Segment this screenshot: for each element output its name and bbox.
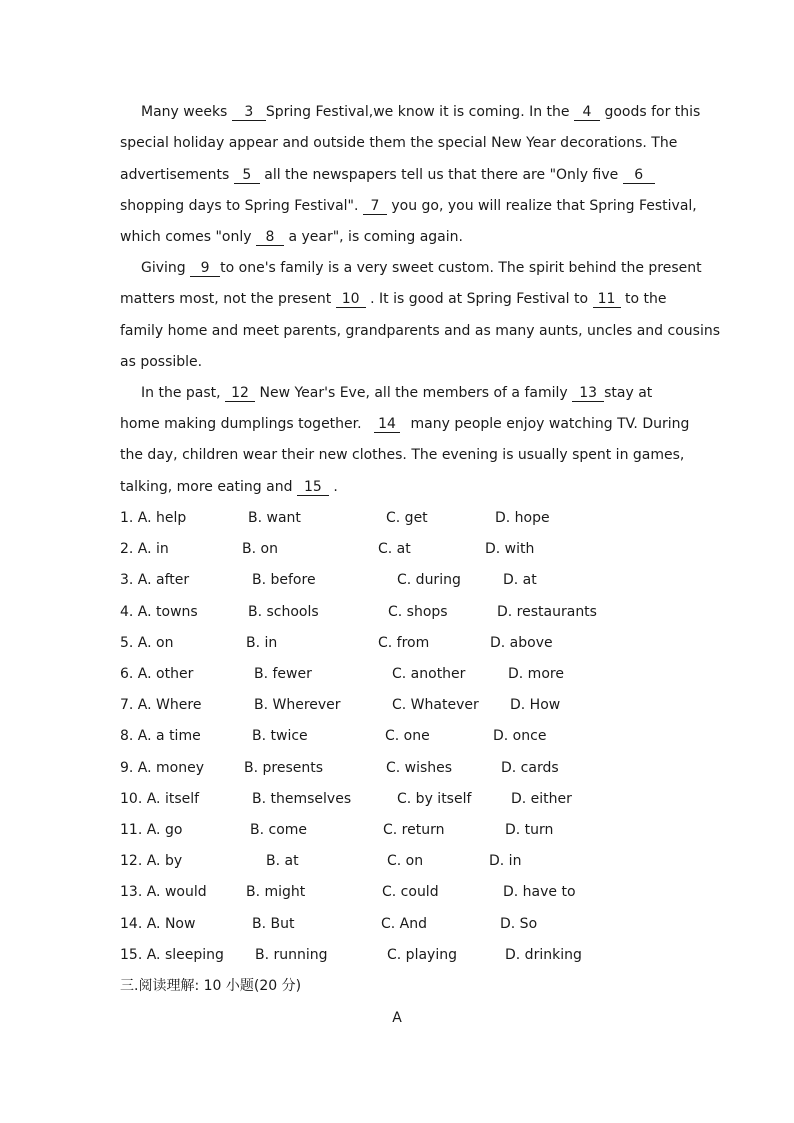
option-c: C. by itself [397,791,472,807]
blank-12: 12 [225,386,255,402]
p3-line-4 [120,478,338,496]
option-b: B. Wherever [254,697,341,713]
text: talking, more eating and [120,479,293,495]
option-c: C. And [381,916,428,932]
p1-line-2: special holiday appear and outside them the special New Year decorations. The [120,135,678,151]
option-c: C. on [387,853,424,869]
option-b: B. might [246,884,306,900]
section-heading: 三.阅读理解: 10 小题(20 分) [120,978,302,994]
option-d: D. So [500,916,538,932]
text: shopping days to Spring Festival". [120,198,359,214]
option-c: C. get [386,510,428,526]
option-c: C. another [392,666,466,682]
option-a: 5. A. on [120,635,174,651]
text: . It is good at Spring Festival to [370,291,589,307]
p1-line-5 [120,228,463,246]
text: matters most, not the present [120,291,332,307]
option-b: B. But [252,916,295,932]
p3-line-2 [120,415,689,433]
option-d: D. have to [503,884,576,900]
blank-5: 5 [234,168,260,184]
option-a: 15. A. sleeping [120,947,224,963]
text: stay at [604,385,653,401]
text: home making dumplings together. [120,416,362,432]
option-b: B. running [255,947,328,963]
option-c: C. wishes [386,760,453,776]
text: all the newspapers tell us that there are "Only five [264,167,619,183]
text: you go, you will realize that Spring Festival, [391,198,697,214]
text: to the [624,291,667,307]
blank-11: 11 [593,292,621,308]
blank-8: 8 [256,230,284,246]
option-d: D. at [503,572,537,588]
option-a: 7. A. Where [120,697,202,713]
blank-15: 15 [297,480,329,496]
option-a: 6. A. other [120,666,194,682]
text: which comes "only [120,229,252,245]
p3-line-1 [141,384,652,402]
option-a: 2. A. in [120,541,169,557]
option-c: C. shops [388,604,448,620]
blank-7: 7 [363,199,387,215]
blank-13: 13 [572,386,604,402]
option-d: D. either [511,791,572,807]
blank-14: 14 [374,417,400,433]
option-d: D. turn [505,822,554,838]
text: Spring Festival,we know it is coming. In the [265,104,570,120]
p1-line-1 [141,103,700,121]
option-c: C. playing [387,947,457,963]
p1-line-4 [120,197,697,215]
p1-line-3 [120,166,655,184]
option-b: B. want [248,510,301,526]
text: many people enjoy watching TV. During [410,416,690,432]
option-d: D. above [490,635,553,651]
option-b: B. before [252,572,316,588]
option-c: C. return [383,822,445,838]
option-a: 10. A. itself [120,791,200,807]
subsection-label: A [392,1010,402,1026]
option-d: D. once [493,728,547,744]
option-b: B. themselves [252,791,352,807]
option-b: B. in [246,635,278,651]
option-b: B. on [242,541,278,557]
option-a: 13. A. would [120,884,207,900]
option-c: C. could [382,884,439,900]
blank-10: 10 [336,292,366,308]
option-c: C. from [378,635,430,651]
text: . [333,479,338,495]
text: to one's family is a very sweet custom. The spirit behind the present [220,260,702,276]
option-a: 4. A. towns [120,604,198,620]
option-c: C. during [397,572,461,588]
text: In the past, [141,385,221,401]
option-a: 12. A. by [120,853,183,869]
blank-9: 9 [190,261,220,277]
option-c: C. Whatever [392,697,479,713]
option-d: D. restaurants [497,604,597,620]
option-b: B. come [250,822,308,838]
option-b: B. fewer [254,666,312,682]
option-b: B. twice [252,728,308,744]
p3-line-3: the day, children wear their new clothes. The evening is usually spent in games, [120,447,685,463]
option-d: D. more [508,666,564,682]
text: Many weeks [141,104,228,120]
text: New Year's Eve, all the members of a family [259,385,568,401]
option-d: D. cards [501,760,559,776]
option-c: C. one [385,728,430,744]
option-d: D. drinking [505,947,582,963]
text: goods for this [604,104,701,120]
option-a: 8. A. a time [120,728,201,744]
option-d: D. in [489,853,522,869]
blank-6: 6 [623,168,655,184]
option-a: 3. A. after [120,572,190,588]
p2-line-3: family home and meet parents, grandparents and as many aunts, uncles and cousins [120,323,721,339]
option-d: D. with [485,541,535,557]
blank-4: 4 [574,105,600,121]
option-a: 9. A. money [120,760,205,776]
text: Giving [141,260,186,276]
text: a year", is coming again. [288,229,463,245]
option-a: 1. A. help [120,510,187,526]
option-b: B. presents [244,760,324,776]
option-b: B. schools [248,604,319,620]
option-c: C. at [378,541,411,557]
option-a: 11. A. go [120,822,183,838]
p2-line-1 [141,259,702,277]
p2-line-4: as possible. [120,354,203,370]
option-a: 14. A. Now [120,916,196,932]
option-b: B. at [266,853,299,869]
text: advertisements [120,167,230,183]
blank-3: 3 [232,105,266,121]
p2-line-2 [120,290,666,308]
option-d: D. hope [495,510,550,526]
option-d: D. How [510,697,561,713]
